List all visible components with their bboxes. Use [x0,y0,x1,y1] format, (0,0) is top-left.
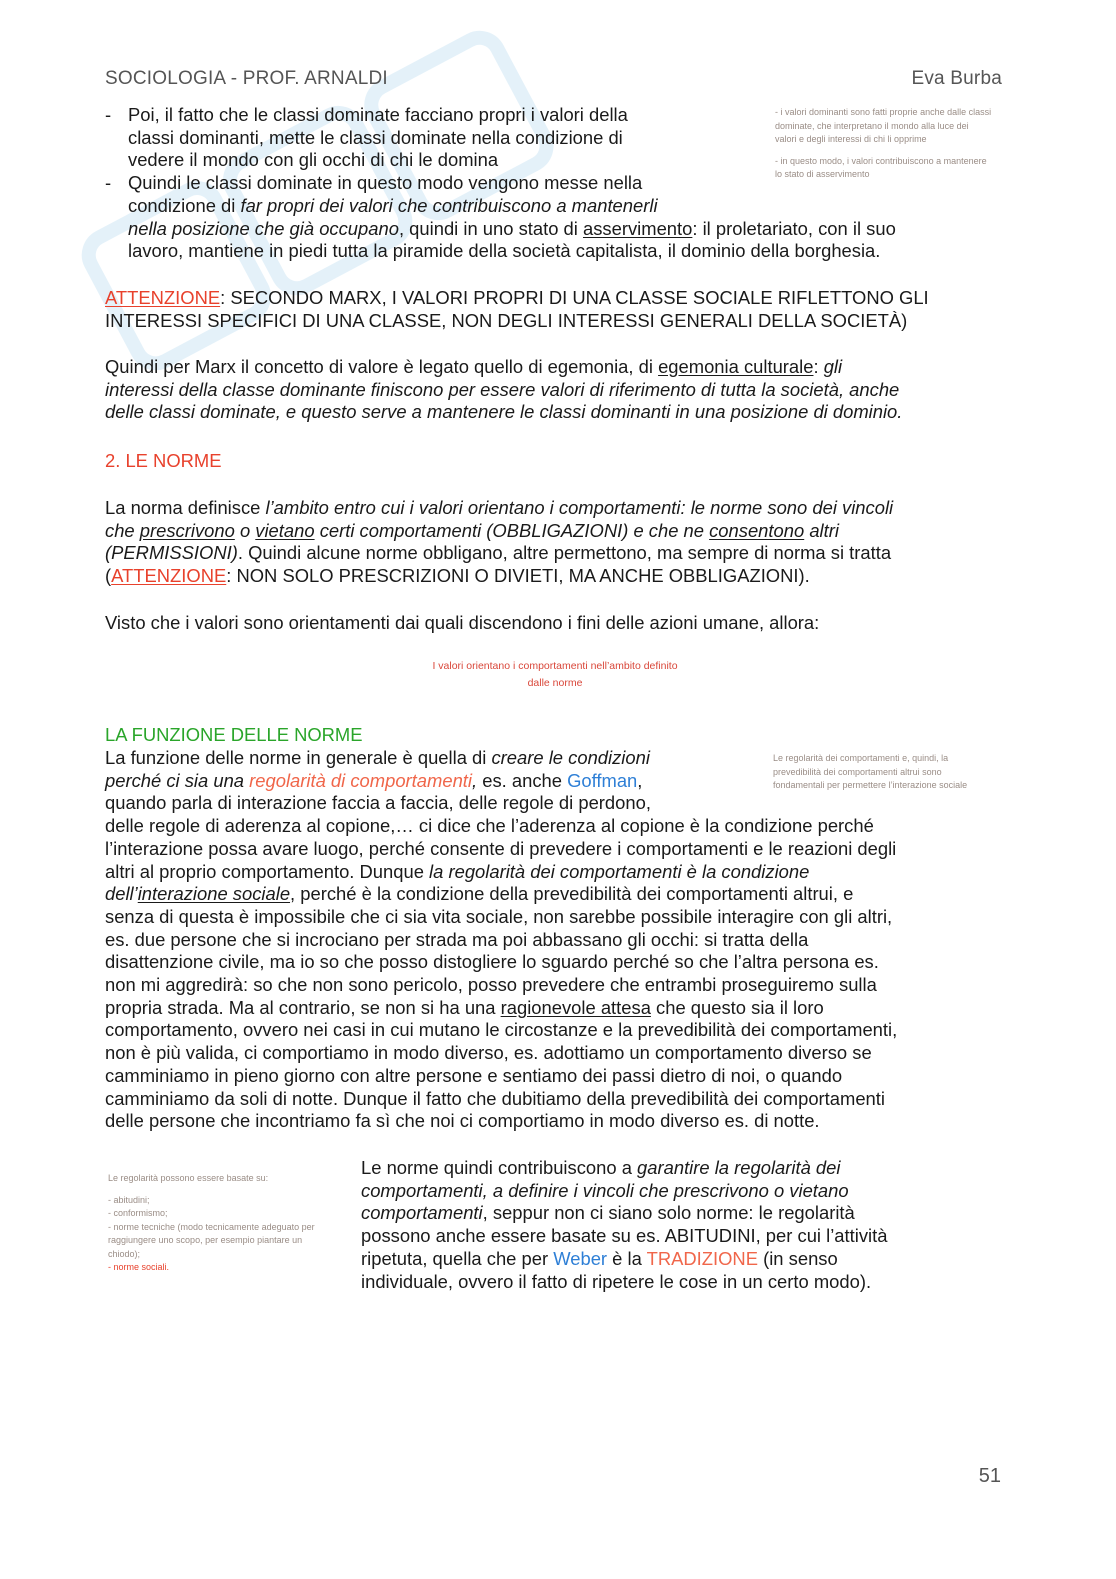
attention-paragraph: ATTENZIONE: SECONDO MARX, I VALORI PROPRI DI UNA CLASSE SOCIALE RIFLETTONO GLI INTERESSI SPECIFICI DI UNA CLASSE, NON DEGLI INTERESSI GENERALI DELLA SOCIETÀ) [105,287,929,331]
header-author: Eva Burba [911,68,1002,89]
section-title: 2. LE NORME [105,450,222,471]
bullet-list: - Poi, il fatto che le classi dominate facciano propri i valori della classi dominanti, mette le classi dominate nella condizione di vedere il mondo con gli occhi di chi le domina - Quindi le classi dominate in questo modo vengono messe nella condizione di far propri dei valori che contribuiscono a mantenerli nella posizione che già occupano, quindi in uno stato di asservimento: il proletariato, con il suo lavoro, mantiene in piedi tutta la piramide della società capitalista, il dominio della borghesia. [105,104,1005,263]
margin-note: Le regolarità dei comportamenti e, quindi, la prevedibilità dei comportamenti altrui sono fondamentali per permettere l’interazione sociale [773,753,968,790]
list-item: - Poi, il fatto che le classi dominate facciano propri i valori della classi dominanti, mette le classi dominate nella condizione di vedere il mondo con gli occhi di chi le domina [105,104,628,171]
header-course-title: SOCIOLOGIA - PROF. ARNALDI [105,68,388,89]
egemonia-paragraph: Quindi per Marx il concetto di valore è legato quello di egemonia, di egemonia culturale: gli interessi della classe dominante finiscono per essere valori di riferimento di tutta la società, anche delle classi dominate, e questo serve a mantenere le classi dominanti in una posizione di dominio. [105,356,903,423]
final-paragraph: Le norme quindi contribuiscono a garantire la regolarità dei comportamenti, a definire i vincoli che prescrivono o vietano comportamenti, seppur non ci siano solo norme: le regolarità possono anche essere basate su es. ABITUDINI, per cui l’attività ripetuta, quella che per Weber è la TRADIZIONE (in senso individuale, ovvero il fatto di ripetere le cose in un certo modo). [361,1157,888,1292]
figure-caption: I valori orientano i comportamenti nell’ambito definito dalle norme [432,660,678,689]
norma-paragraph: La norma definisce l’ambito entro cui i valori orientano i comportamenti: le norme sono dei vincoli che prescrivono o vietano certi comportamenti (OBBLIGAZIONI) e che ne consentono altri (PERMISSIONI). Quindi alcune norme obbligano, altre permettono, ma sempre di norma si tratta (ATTENZIONE: NON SOLO PRESCRIZIONI O DIVIETI, MA ANCHE OBBLIGAZIONI). [105,497,894,587]
list-item: - Quindi le classi dominate in questo modo vengono messe nella condizione di far propri dei valori che contribuiscono a mantenerli [105,172,658,216]
visto-paragraph: Visto che i valori sono orientamenti dai quali discendono i fini delle azioni umane, allora: [105,612,820,633]
funzione-paragraph: La funzione delle norme in generale è quella di creare le condizioni perché ci sia una regolarità di comportamenti, es. anche Goffman, quando parla di interazione faccia a faccia, delle regole di perdono, delle regole di aderenza al copione,… ci dice che l’aderenza al copione è la condizione perché l’interazione possa avare luogo, perché consente di prevedere i comportamenti e le reazioni degli altri al proprio comportamento. Dunque la regolarità dei comportamenti è la condizione dell’interazione sociale, perché è la condizione della prevedibilità dei comportamenti altrui, e senza di questa è impossibile che ci sia vita sociale, non sarebbe possibile interagire con gli altri, es. due persone che si incrociano per strada ma poi abbassano gli occhi: si tratta della disattenzione civile, ma io so che posso distogliere lo sguardo perché so che l’altra persona es. non mi aggredirà: so che non sono pericolo, posso prevedere che entrambi proseguiremo sulla propria strada. Ma al contrario, se non si ha una ragionevole attesa che questo sia il loro comportamento, ovvero nei casi in cui mutano le circostanze e la prevedibilità dei comportamenti, non è più valida, ci comportiamo in modo diverso, es. adottiamo un comportamento diverso se camminiamo in pieno giorno con altre persone e sentiamo dei passi dietro di noi, o quando camminiamo da soli di notte. Dunque il fatto che dubitiamo della prevedibilità dei comportamenti delle persone che incontriamo fa sì che noi ci comportiamo in modo diverso es. di notte. [105,747,898,1132]
page-number: 51 [978,1465,1001,1487]
subsection-title: LA FUNZIONE DELLE NORME [105,724,363,745]
margin-note: Le regolarità possono essere basate su: - abitudini; - conformismo; - norme tecniche (modo tecnicamente adeguato per raggiungere uno scopo, per esempio piantare un chiodo); - norme sociali. [108,1173,315,1272]
margin-note: - i valori dominanti sono fatti proprie anche dalle classi dominate, che interpretano il mondo alla luce dei valori e degli interessi di chi li opprime - in questo modo, i valori contribuiscono a mantenere lo stato di asservimento [775,107,992,179]
